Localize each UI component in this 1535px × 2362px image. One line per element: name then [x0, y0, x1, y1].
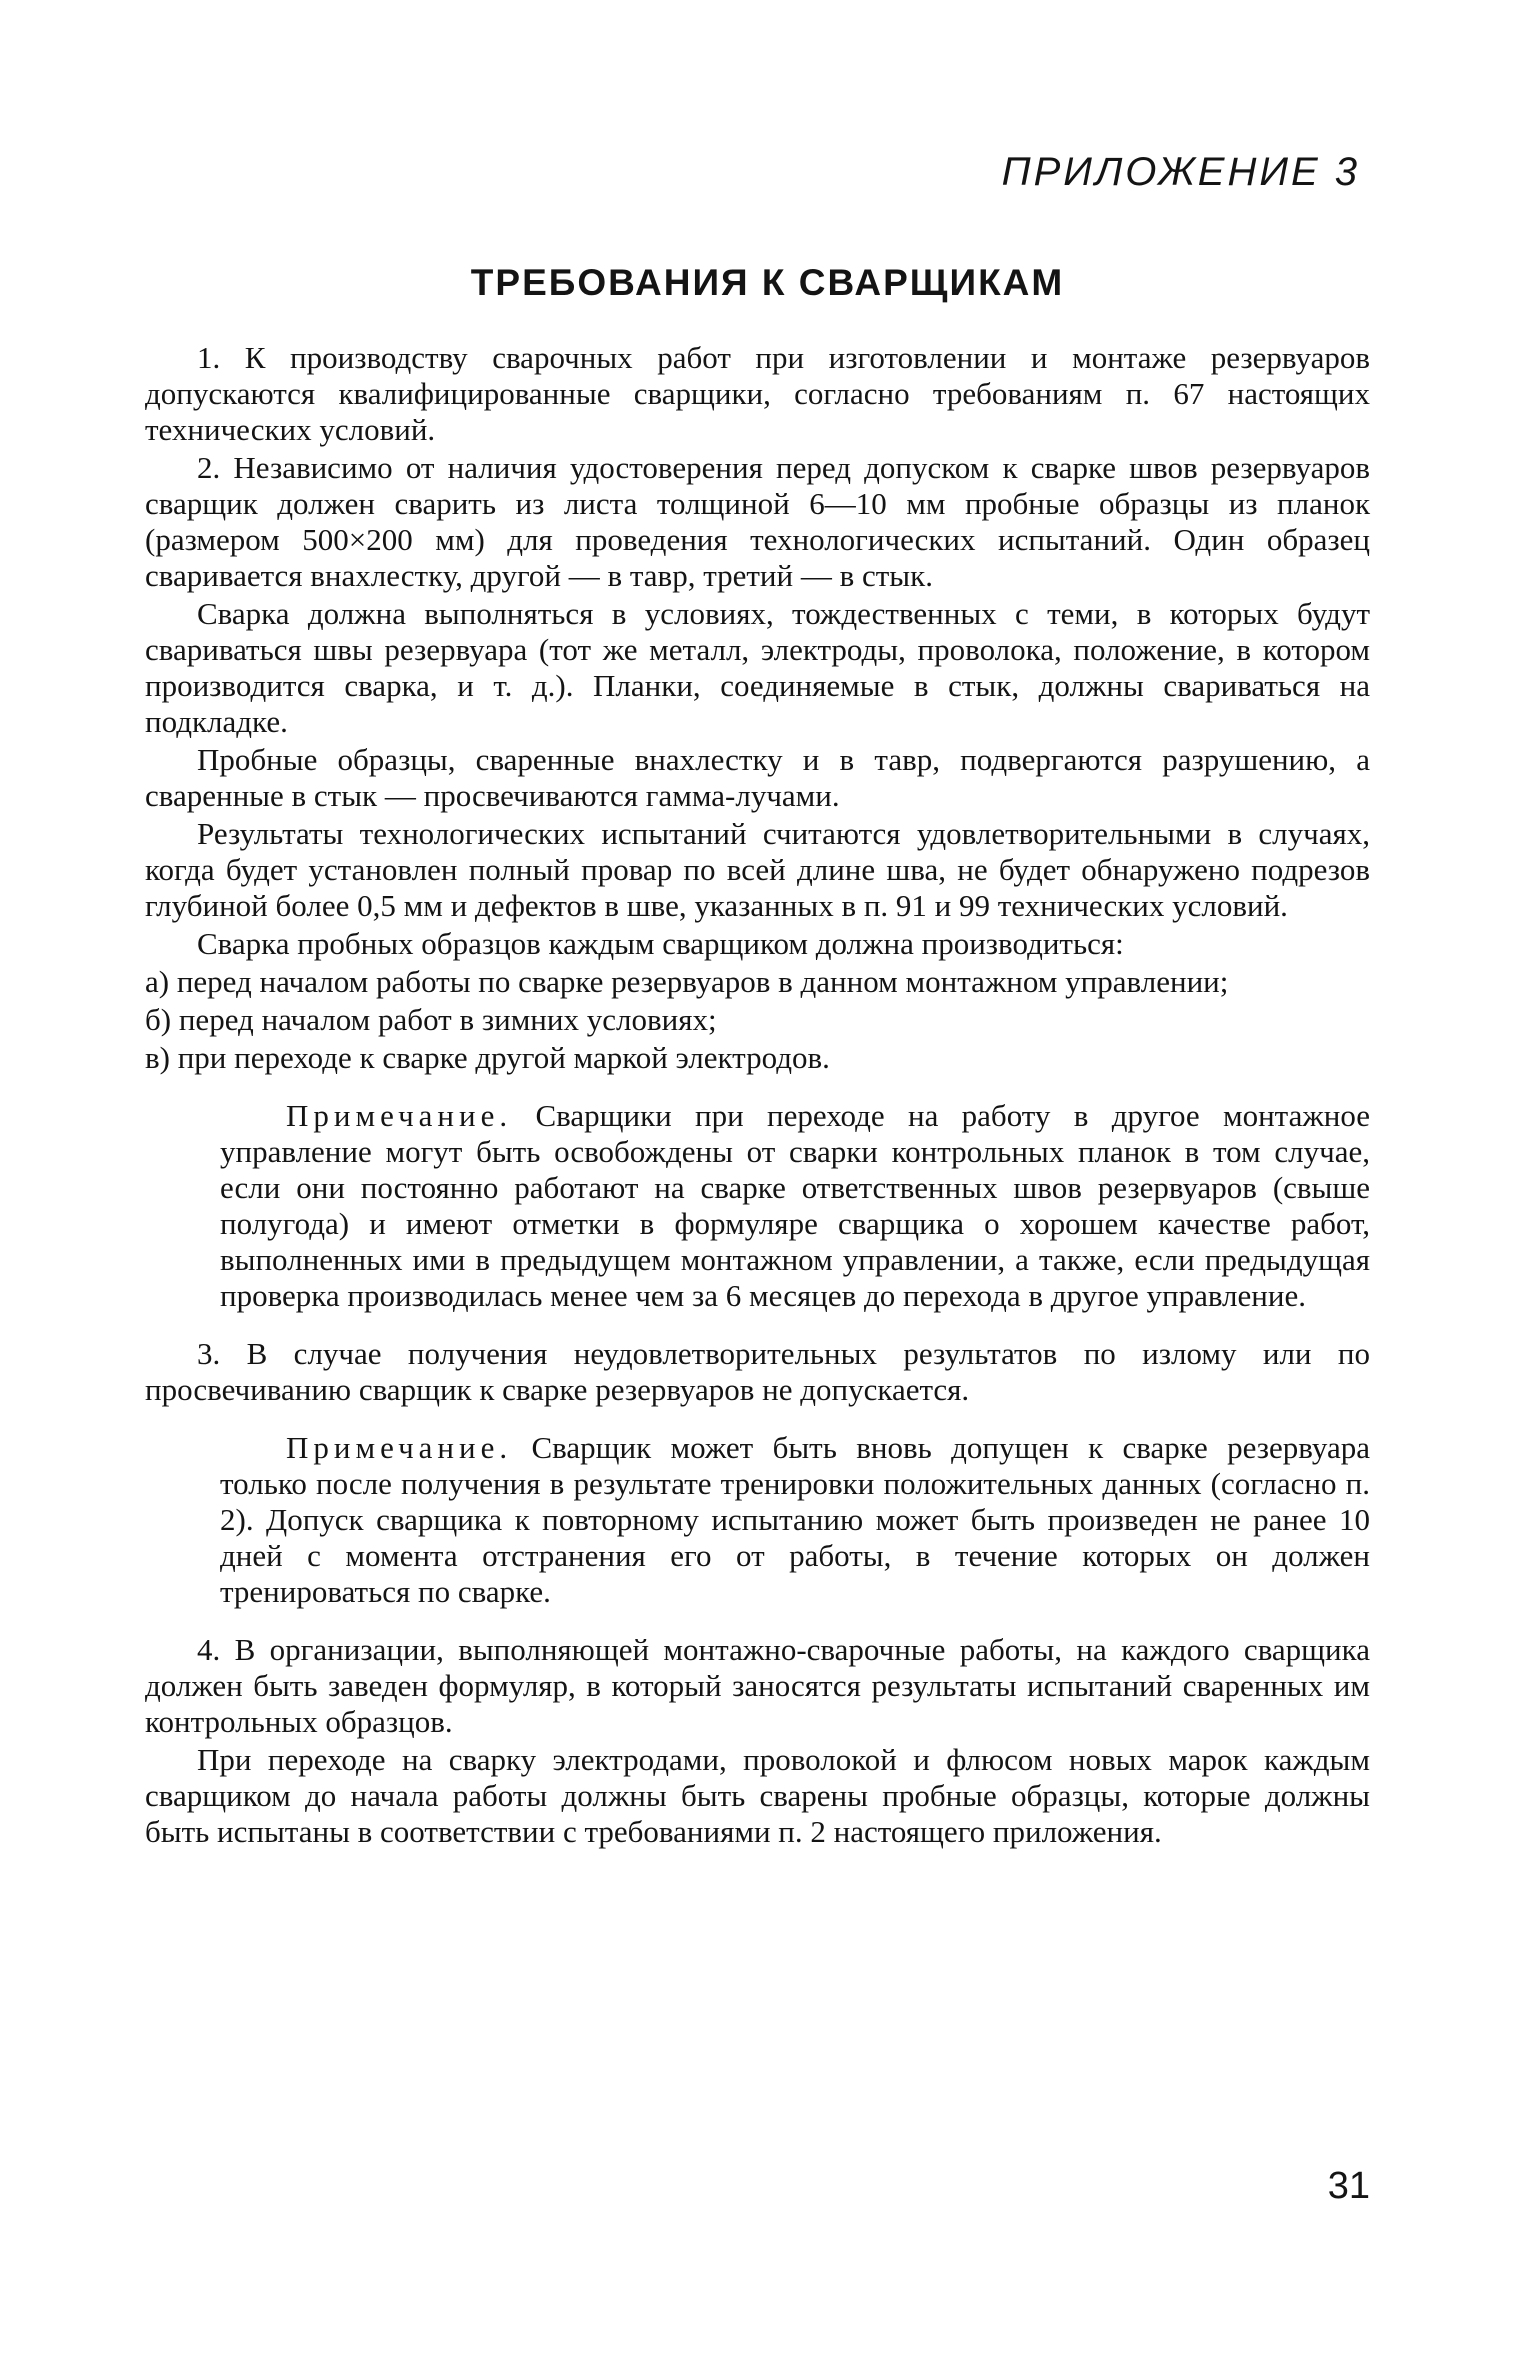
list-item-a: а) перед началом работы по сварке резервуаров в данном монтажном управлении; — [145, 964, 1229, 999]
paragraph-4: Пробные образцы, сваренные внахлестку и в тавр, подвергаются разрушению, а сваренные в стык — просвечиваются гамма-лучами. — [145, 742, 1370, 813]
note-1-label: Примечание. — [286, 1098, 513, 1133]
note-2-label: Примечание. — [286, 1430, 513, 1465]
note-2 — [220, 1430, 1370, 1610]
paragraph-2: 2. Независимо от наличия удостоверения перед допуском к сварке швов резервуаров сварщик должен сварить из листа толщиной 6—10 мм пробные образцы из планок (размером 500×200 мм) для проведения технологических испытаний. Один образец сваривается внахлестку, другой — в тавр, третий — в стык. — [145, 450, 1370, 593]
list-item-c: в) при переходе к сварке другой маркой электродов. — [145, 1040, 830, 1075]
note-1 — [220, 1098, 1370, 1314]
paragraph-9: При переходе на сварку электродами, проволокой и флюсом новых марок каждым сварщиком до начала работы должны быть сварены пробные образцы, которые должны быть испытаны в соответствии с требованиями п. 2 настоящего приложения. — [145, 1742, 1370, 1849]
paragraph-7: 3. В случае получения неудовлетворительных результатов по излому или по просвечиванию сварщик к сварке резервуаров не допускается. — [145, 1336, 1370, 1407]
note-1-text: Сварщики при переходе на работу в другое монтажное управление могут быть освобождены от сварки контрольных планок в том случае, если они постоянно работают на сварке ответственных швов резервуаров (свыше полугода) и имеют отметки в формуляре сварщика о хорошем качестве работ, выполненных ими в предыдущем монтажном управлении, а также, если предыдущая проверка производилась менее чем за 6 месяцев до перехода в другое управление. — [220, 1098, 1370, 1313]
appendix-label: ПРИЛОЖЕНИЕ 3 — [1001, 150, 1360, 194]
paragraph-5: Результаты технологических испытаний считаются удовлетворительными в случаях, когда будет установлен полный провар по всей длине шва, не будет обнаружено подрезов глубиной более 0,5 мм и дефектов в шве, указанных в п. 91 и 99 технических условий. — [145, 816, 1370, 923]
document-body — [145, 340, 1370, 1852]
list-item-b: б) перед началом работ в зимних условиях; — [145, 1002, 717, 1037]
note-2-text: Сварщик может быть вновь допущен к сварке резервуара только после получения в результате тренировки положительных данных (согласно п. 2). Допуск сварщика к повторному испытанию может быть произведен не ранее 10 дней с момента отстранения его от работы, в течение которых он должен тренироваться по сварке. — [220, 1430, 1370, 1609]
paragraph-8: 4. В организации, выполняющей монтажно-сварочные работы, на каждого сварщика должен быть заведен формуляр, в который заносятся результаты испытаний сваренных им контрольных образцов. — [145, 1632, 1370, 1739]
paragraph-1: 1. К производству сварочных работ при изготовлении и монтаже резервуаров допускаются квалифицированные сварщики, согласно требованиям п. 67 настоящих технических условий. — [145, 340, 1370, 447]
paragraph-6: Сварка пробных образцов каждым сварщиком должна производиться: — [197, 926, 1124, 961]
paragraph-3: Сварка должна выполняться в условиях, тождественных с теми, в которых будут свариваться швы резервуара (тот же металл, электроды, проволока, положение, в котором производится сварка, и т. д.). Планки, соединяемые в стык, должны свариваться на подкладке. — [145, 596, 1370, 739]
page-number: 31 — [1327, 2165, 1370, 2207]
page-title: ТРЕБОВАНИЯ К СВАРЩИКАМ — [470, 262, 1065, 303]
